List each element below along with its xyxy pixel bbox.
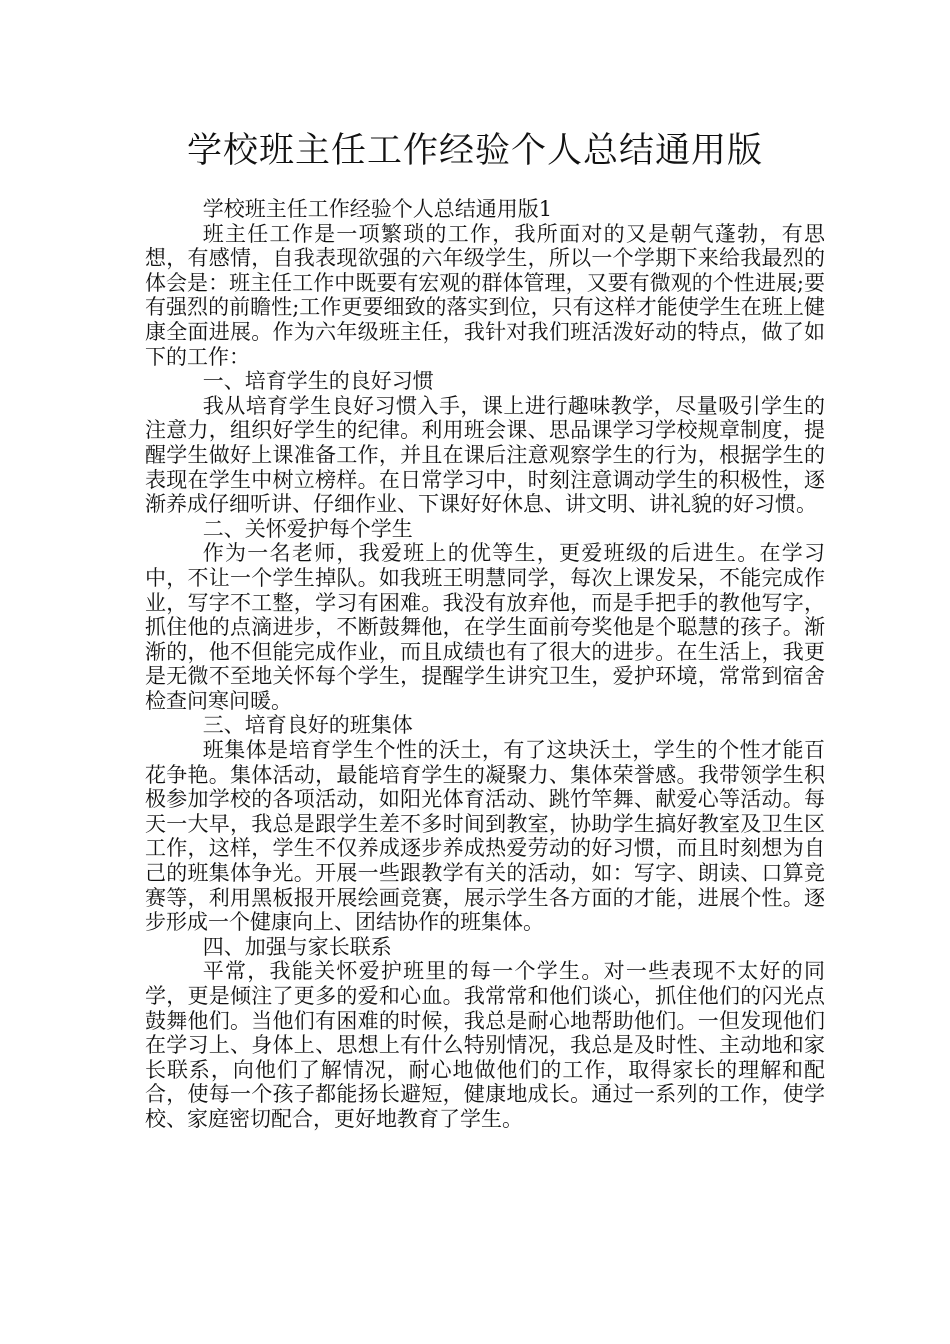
section-paragraph-1: 我从培育学生良好习惯入手，课上进行趣味教学，尽量吸引学生的注意力，组织好学生的纪律。利用班会课、思品课学习学校规章制度，提醒学生做好上课准备工作，并且在课后注意观察学生的行为，根据学生的表现在学生中树立榜样。在日常学习中，时刻注意调动学生的积极性，逐渐养成仔细听讲、仔细作业、下课好好休息、讲文明、讲礼貌的好习惯。: [145, 393, 825, 517]
section-paragraph-4: 平常，我能关怀爱护班里的每一个学生。对一些表现不太好的同学，更是倾注了更多的爱和心血。我常常和他们谈心，抓住他们的闪光点鼓舞他们。当他们有困难的时候，我总是耐心地帮助他们。一但发现他们在学习上、身体上、思想上有什么特别情况，我总是及时性、主动地和家长联系，向他们了解情况，耐心地做他们的工作，取得家长的理解和配合，使每一个孩子都能扬长避短，健康地成长。通过一系列的工作，使学校、家庭密切配合，更好地教育了学生。: [145, 959, 825, 1131]
document-title: 学校班主任工作经验个人总结通用版: [186, 131, 763, 171]
section-heading-2: 二、关怀爱护每个学生: [202, 516, 413, 541]
subtitle-line: 学校班主任工作经验个人总结通用版1: [202, 197, 553, 221]
document-body: [145, 197, 825, 1132]
section-heading-3: 三、培育良好的班集体: [202, 713, 413, 738]
section-paragraph-3: 班集体是培育学生个性的沃土，有了这块沃土，学生的个性才能百花争艳。集体活动，最能培育学生的凝聚力、集体荣誉感。我带领学生积极参加学校的各项活动，如阳光体育活动、跳竹竿舞、献爱心等活动。每天一大早，我总是跟学生差不多时间到教室，协助学生搞好教室及卫生区工作，这样，学生不仅养成逐步养成热爱劳动的好习惯，而且时刻想为自己的班集体争光。开展一些跟教学有关的活动，如：写字、朗读、口算竞赛等，利用黑板报开展绘画竞赛，展示学生各方面的才能，进展个性。逐步形成一个健康向上、团结协作的班集体。: [145, 738, 825, 935]
intro-paragraph: 班主任工作是一项繁琐的工作，我所面对的又是朝气蓬勃，有思想，有感情，自我表现欲强的六年级学生，所以一个学期下来给我最烈的体会是：班主任工作中既要有宏观的群体管理，又要有微观的个性进展;要有强烈的前瞻性;工作更要细致的落实到位，只有这样才能使学生在班上健康全面进展。作为六年级班主任，我针对我们班活泼好动的特点，做了如下的工作：: [145, 221, 825, 369]
section-paragraph-2: 作为一名老师，我爱班上的优等生，更爱班级的后进生。在学习中，不让一个学生掉队。如我班王明慧同学，每次上课发呆，不能完成作业，写字不工整，学习有困难。我没有放弃他，而是手把手的教他写字，抓住他的点滴进步，不断鼓舞他，在学生面前夸奖他是个聪慧的孩子。渐渐的，他不但能完成作业，而且成绩也有了很大的进步。在生活上，我更是无微不至地关怀每个学生，提醒学生讲究卫生，爱护环境，常常到宿舍检查问寒问暖。: [145, 541, 825, 713]
section-heading-4: 四、加强与家长联系: [202, 934, 392, 959]
section-heading-1: 一、培育学生的良好习惯: [202, 369, 434, 394]
